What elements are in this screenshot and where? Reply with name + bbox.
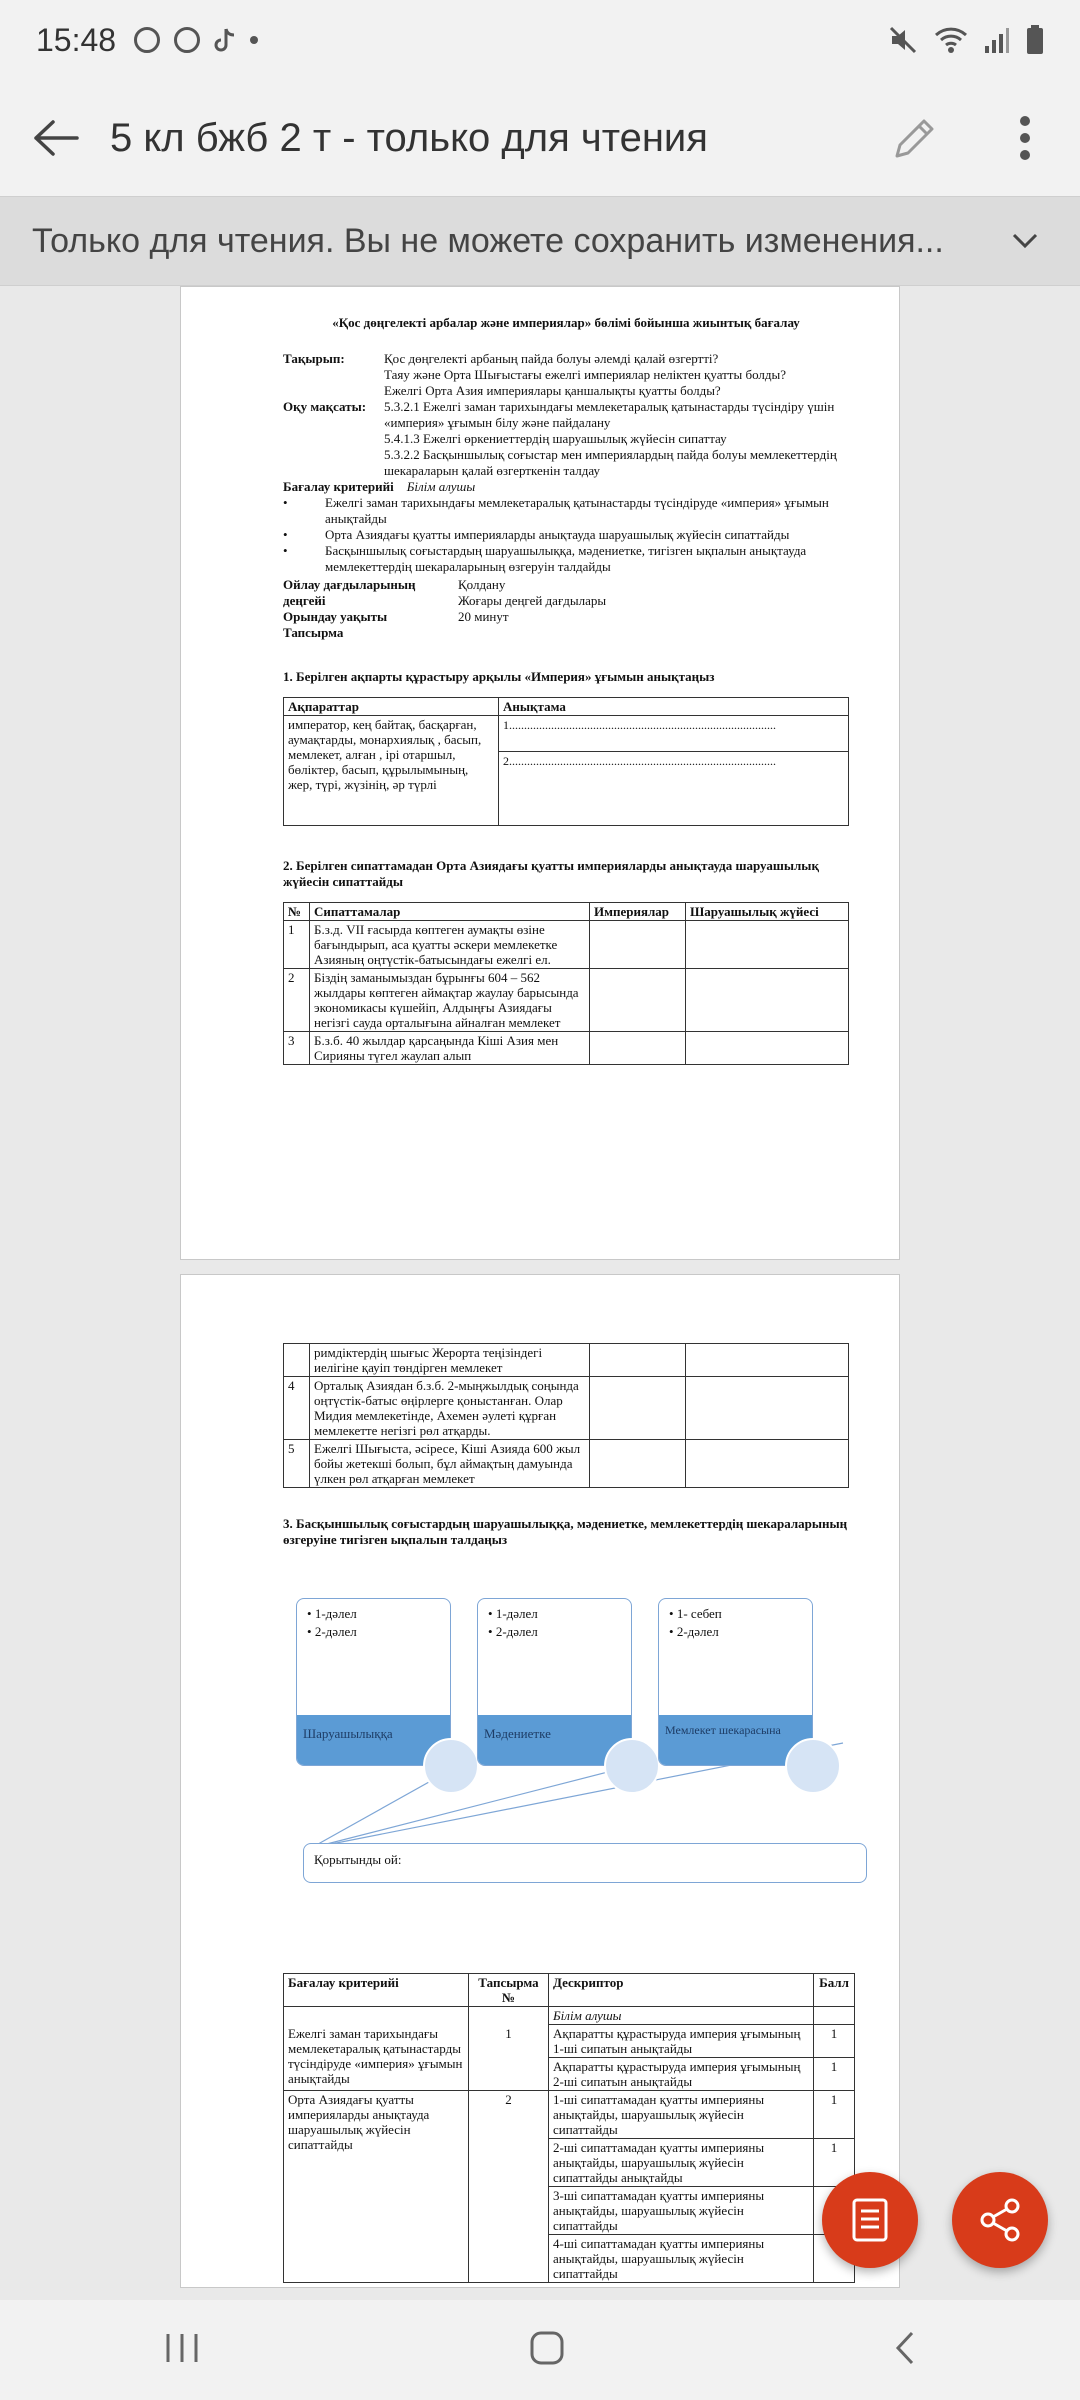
definition-line: 2......................................................................................... (503, 754, 776, 768)
info-cell: император, кең байтақ, басқарған, аумақтарды, монархиялық , басып, мемлекет, алған , ірі отаршыл, бөліктер, басып, құрылымының, жер, түрі, жүзінің, әр түрлі (284, 716, 499, 826)
share-icon (977, 2197, 1023, 2243)
table-row: 3 Б.з.б. 40 жылдар қарсаңында Кіші Азия мен Сирияны түгел жаулап алып (284, 1032, 849, 1065)
back-button[interactable] (0, 80, 110, 196)
criteria-item: • Басқыншылық соғыстардың шаруашылыққа, мәдениетке, тигізген ықпалын анықтауда мемлекеттердің шекараларының өзгеруін талдайды (283, 543, 807, 574)
read-only-banner[interactable] (0, 196, 1080, 286)
card-item: • 1-дәлел (488, 1606, 538, 1621)
pencil-icon (891, 114, 939, 162)
table-header: Балл (814, 1974, 855, 2007)
impact-card-borders (658, 1598, 813, 1766)
table-row: 1 Б.з.д. VII ғасырда көптеген аумақты өзіне бағындырып, аса қуатты әскери мемлекетке Азияның оңтүстік-батысындағы ежелгі ел. (284, 921, 849, 969)
doc-heading: «Қос дөңгелекті арбалар және империялар» бөлімі бойынша жиынтық бағалау (332, 315, 800, 330)
more-options-button[interactable] (970, 80, 1080, 196)
messenger-icon (174, 27, 200, 53)
table-row: римдіктердің шығыс Жерорта теңізіндегі иелігіне қауіп төндірген мемлекет (284, 1344, 849, 1377)
card-item: • 1-дәлел (307, 1606, 357, 1621)
task-1-heading: 1. Берілген ақпарты құрастыру арқылы «Империя» ұғымын анықтаңыз (283, 669, 715, 684)
chevron-down-icon (1012, 233, 1038, 249)
aim-label: Оқу мақсаты: (283, 399, 367, 414)
task-2-heading: 2. Берілген сипаттамадан Орта Азиядағы қуатты империяларды анықтауда шаруашылық жүйесін сипаттайды (283, 858, 819, 889)
status-bar (0, 0, 1080, 80)
document-page-1[interactable] (180, 286, 900, 1260)
rubric-table (283, 1973, 855, 2283)
criteria-item: • Ежелгі заман тарихындағы мемлекетаралық қатынастарды түсіндіруде «империя» ұғымын анықтайды (283, 495, 829, 526)
table-row: 2 Біздің заманымыздан бұрынғы 604 – 562 жылдары көптеген аймақтар жаулау барысында экономикасы күшейіп, Алдыңғы Азиядағы негізгі сауда орталығына айналған мемлекет (284, 969, 849, 1032)
card-item: • 1- себеп (669, 1606, 722, 1621)
document-title: 5 кл бжб 2 т - только для чтения (110, 115, 708, 160)
table-header: Шаруашылық жүйесі (686, 903, 849, 921)
card-bubble (423, 1738, 479, 1794)
table-row: 4 Орталық Азиядан б.з.б. 2-мыңжылдық соңында оңтүстік-батыс өңірлерге қоныстанған. Олар Мидия мемлекетінде, Ахемен әулеті құрған мемлекетте негізгі рөл атқарды. (284, 1377, 849, 1440)
recent-apps-icon (164, 2331, 200, 2365)
battery-icon (1026, 25, 1044, 55)
impact-card-economy (296, 1598, 451, 1766)
table-row: 4-ші сипаттамадан қуатты империяны анықтайды, шаруашылық жүйесін сипаттайды (284, 2235, 855, 2283)
status-time: 15:48 (36, 21, 117, 58)
table-header: Сипаттамалар (310, 903, 590, 921)
signal-icon (984, 26, 1010, 54)
table-header: Ақпараттар (284, 698, 499, 716)
table-header: Анықтама (499, 698, 849, 716)
impact-card-culture (477, 1598, 632, 1766)
conclusion-label: Қорытынды ой: (314, 1852, 402, 1867)
card-label: Мәдениетке (478, 1715, 631, 1765)
task-2-table-continued (283, 1343, 849, 1488)
table-row: 2-ші сипаттамадан қуатты империяны анықтайды, шаруашылық жүйесін сипаттайды анықтайды 1 (284, 2139, 855, 2187)
definition-cell[interactable] (499, 716, 849, 826)
page-1-content (283, 315, 849, 1065)
skills-label: Ойлау дағдыларының деңгейі (283, 577, 416, 608)
table-header: Тапсырма № (469, 1974, 549, 2007)
topic-label: Тақырып: (283, 351, 345, 366)
expand-banner-button[interactable] (970, 233, 1080, 249)
more-vert-icon (1019, 115, 1031, 161)
home-icon (529, 2330, 565, 2366)
arrow-left-icon (31, 118, 79, 158)
topic-line: Қос дөңгелекті арбаның пайда болуы әлемді қалай өзгертті? (384, 351, 719, 366)
time-label: Орындау уақыты (283, 609, 388, 624)
topic-block (283, 351, 849, 399)
task-2-table (283, 902, 849, 1065)
definition-line: 1......................................................................................... (499, 716, 848, 752)
skills-value: Қолдану (458, 577, 506, 592)
document-page-2[interactable] (180, 1274, 900, 2288)
view-mode-button[interactable] (822, 2172, 918, 2268)
topic-line: Ежелгі Орта Азия империялары қаншалықты қуатты болды? (384, 383, 721, 398)
share-button[interactable] (952, 2172, 1048, 2268)
table-row: Ежелгі заман тарихындағы мемлекетаралық қатынастарды түсіндіруде «империя» ұғымын анықтайды 1 Ақпаратты құрастыруда империя ұғымының 1-ші сипатын анықтайды 1 (284, 2025, 855, 2058)
card-bubble (785, 1738, 841, 1794)
tiktok-icon (214, 27, 236, 53)
topic-line: Таяу және Орта Шығыстағы ежелгі империялар неліктен қуатты болды? (384, 367, 787, 382)
task-3-heading: 3. Басқыншылық соғыстардың шаруашылыққа, мәдениетке, мемлекеттердің шекараларының өзгеруіне тигізген ықпалын талдаңыз (283, 1516, 848, 1547)
skills-block (283, 577, 849, 609)
card-label: Шаруашылыққа (297, 1715, 450, 1765)
sync-icon (134, 27, 160, 53)
table-row: Орта Азиядағы қуатты империяларды анықтауда шаруашылық жүйесін сипаттайды 2 1-ші сипаттамадан қуатты империяны анықтайды, шаруашылық жүйесін сипаттайды 1 (284, 2091, 855, 2139)
card-bubble (604, 1738, 660, 1794)
time-block (283, 609, 849, 625)
task-label: Тапсырма (283, 625, 344, 640)
mute-icon (888, 25, 918, 55)
table-header: Бағалау критерийі (284, 1974, 469, 2007)
table-header: Дескриптор (549, 1974, 814, 2007)
app-bar (0, 80, 1080, 196)
criteria-note: Білім алушы (406, 479, 476, 494)
chevron-left-icon (894, 2330, 916, 2366)
edit-button[interactable] (860, 80, 970, 196)
card-label: Мемлекет шекарасына (659, 1715, 812, 1765)
read-only-message: Только для чтения. Вы не можете сохранить изменения... (32, 221, 944, 260)
task-1-table (283, 697, 849, 826)
table-row: 3-ші сипаттамадан қуатты империяны анықтайды, шаруашылық жүйесін сипаттайды (284, 2187, 855, 2235)
card-item: • 2-дәлел (488, 1624, 538, 1639)
impact-diagram (283, 1598, 849, 1898)
rubric-note: Білім алушы (549, 2007, 814, 2025)
skills-value: Жоғары деңгей дағдылары (458, 593, 607, 608)
system-icons (888, 25, 1044, 55)
time-value: 20 минут (458, 609, 509, 624)
aim-block (283, 399, 849, 479)
table-row: 5 Ежелгі Шығыста, әсіресе, Кіші Азияда 600 жыл бойы жетекші болып, бұл аймақтың дамуында үлкен рөл атқарған мемлекет (284, 1440, 849, 1488)
notification-icons (134, 27, 258, 53)
criteria-label: Бағалау критерийі (283, 479, 394, 494)
home-button[interactable] (529, 2330, 565, 2371)
criteria-item: • Орта Азиядағы қуатты империяларды анықтауда шаруашылық жүйесін сипаттайды (283, 527, 790, 542)
page-2-content (283, 1343, 849, 2281)
card-item: • 2-дәлел (669, 1624, 719, 1639)
system-back-button[interactable] (894, 2330, 916, 2371)
recent-apps-button[interactable] (164, 2331, 200, 2370)
table-header: № (284, 903, 310, 921)
dot-icon (250, 36, 258, 44)
card-item: • 2-дәлел (307, 1624, 357, 1639)
aim-line: 5.3.2.2 Басқыншылық соғыстар мен империялардың пайда болуы мемлекеттердің шекараларын қалай өзгерткенін талдау (384, 447, 837, 478)
document-view-icon (851, 2197, 889, 2243)
aim-line: 5.3.2.1 Ежелгі заман тарихындағы мемлекетаралық қатынастарды түсіндіру үшін «империя» ұғымын білу және пайдалану (384, 399, 835, 430)
conclusion-box[interactable] (303, 1843, 867, 1883)
wifi-icon (934, 26, 968, 54)
table-row: Ақпаратты құрастыруда империя ұғымының 2-ші сипатын анықтайды 1 (284, 2058, 855, 2091)
system-nav-bar (0, 2300, 1080, 2400)
aim-line: 5.4.1.3 Ежелгі өркениеттердің шаруашылық жүйесін сипаттау (384, 431, 727, 446)
table-header: Империялар (590, 903, 686, 921)
